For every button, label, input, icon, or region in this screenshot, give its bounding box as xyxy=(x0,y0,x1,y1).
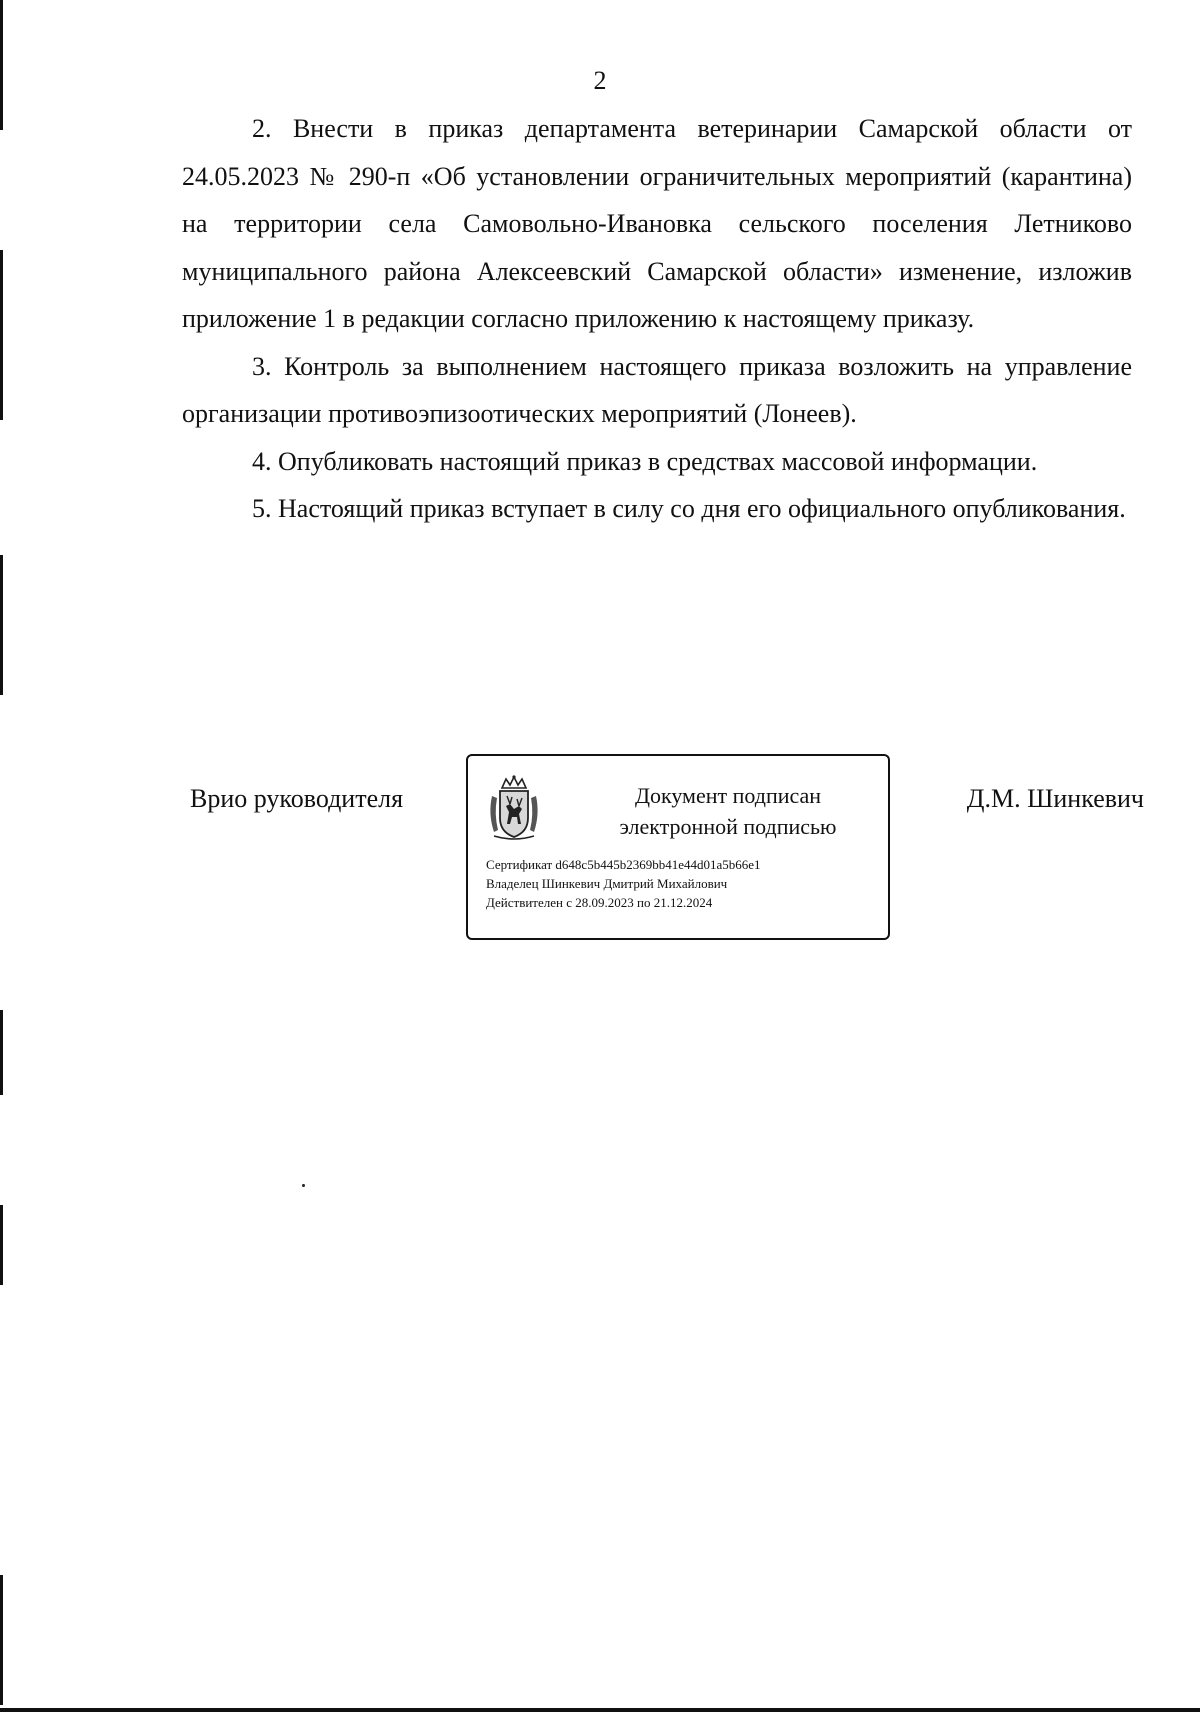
validity-line: Действителен с 28.09.2023 по 21.12.2024 xyxy=(486,895,713,910)
page-number: 2 xyxy=(593,66,607,95)
owner-line: Владелец Шинкевич Дмитрий Михайлович xyxy=(486,876,728,891)
scan-edge-mark xyxy=(0,1205,3,1285)
scan-bottom-edge xyxy=(0,1708,1200,1712)
coat-of-arms-icon xyxy=(484,774,544,842)
signatory-position: Врио руководителя xyxy=(190,784,404,813)
stamp-details xyxy=(486,855,882,912)
certificate-line: Сертификат d648c5b445b2369bb41e44d01a5b66e1 xyxy=(486,857,761,872)
scan-edge-mark xyxy=(0,0,3,130)
paragraph-4: 4. Опубликовать настоящий приказ в средствах массовой информации. xyxy=(252,446,1038,476)
paragraph-3: 3. Контроль за выполнением настоящего приказа возложить на управление организации противоэпизоотических мероприятий (Лонеев). xyxy=(182,351,1132,428)
scan-edge-mark xyxy=(0,1575,3,1705)
scan-speck xyxy=(302,1184,305,1187)
scan-edge-mark xyxy=(0,1010,3,1095)
document-body xyxy=(182,105,1132,533)
scan-edge-mark xyxy=(0,555,3,695)
stamp-heading xyxy=(588,780,868,842)
electronic-signature-stamp xyxy=(466,754,890,940)
paragraph-2: 2. Внести в приказ департамента ветеринарии Самарской области от 24.05.2023 № 290-п «Об установлении ограничительных мероприятий (карантина) на территории села Самовольно-Ивановка сельского поселения Летниково муниципального района Алексеевский Самарской области» изменение, изложив приложение 1 в редакции согласно приложению к настоящему приказу. xyxy=(182,114,1132,333)
paragraph-5: 5. Настоящий приказ вступает в силу со дня его официального опубликования. xyxy=(252,494,1126,523)
stamp-heading-line-1: Документ подписан xyxy=(634,783,822,808)
signature-block xyxy=(0,754,1200,954)
signatory-name: Д.М. Шинкевич xyxy=(966,784,1144,813)
stamp-heading-line-2: электронной подписью xyxy=(619,814,837,839)
scan-edge-mark xyxy=(0,250,3,420)
